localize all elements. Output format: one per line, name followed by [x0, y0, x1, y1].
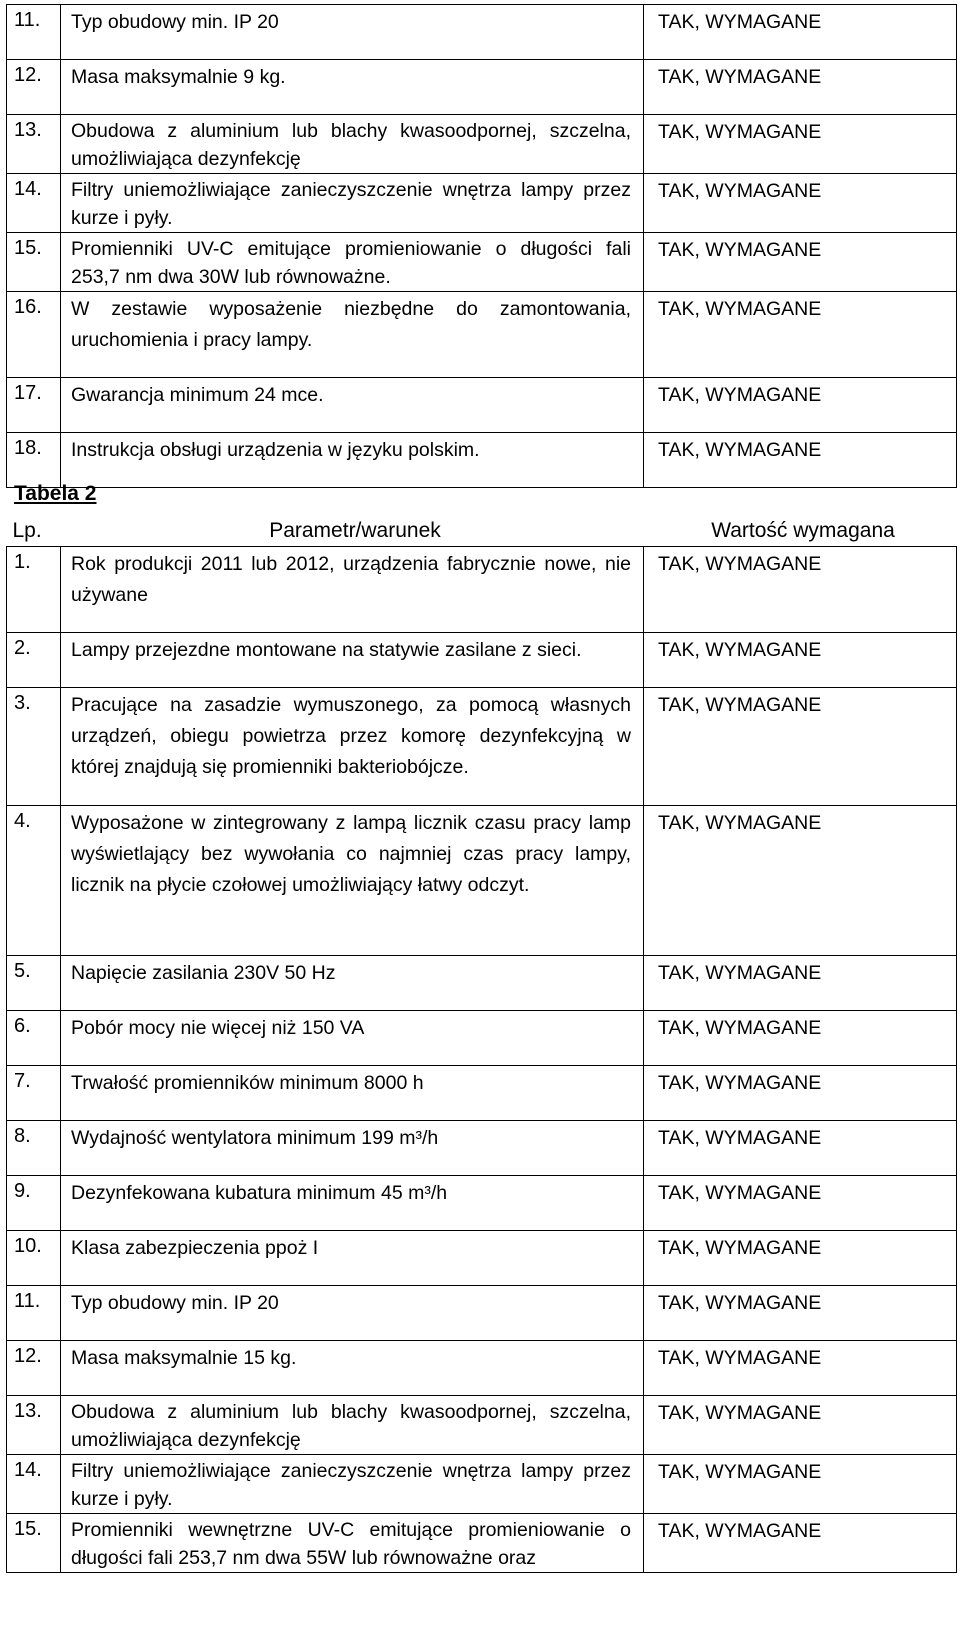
row-parameter: W zestawie wyposażenie niezbędne do zamontowania, uruchomienia i pracy lampy. [61, 292, 644, 378]
table-row [7, 233, 957, 292]
row-number: 4. [7, 805, 61, 955]
table-row [7, 1230, 957, 1285]
row-parameter: Rok produkcji 2011 lub 2012, urządzenia fabrycznie nowe, nie używane [61, 546, 644, 632]
row-number: 2. [7, 632, 61, 687]
table-row [7, 1065, 957, 1120]
row-parameter: Lampy przejezdne montowane na statywie zasilane z sieci. [61, 632, 644, 687]
row-number: 7. [7, 1065, 61, 1120]
row-value: TAK, WYMAGANE [644, 174, 957, 233]
row-parameter: Wyposażone w zintegrowany z lampą licznik czasu pracy lamp wyświetlający bez wywołania co najmniej czas pracy lampy, licznik na płycie czołowej umożliwiający łatwy odczyt. [61, 805, 644, 955]
table-row [7, 115, 957, 174]
row-parameter: Masa maksymalnie 9 kg. [61, 60, 644, 115]
table-caption: Tabela 2 [14, 482, 97, 505]
row-number: 17. [7, 378, 61, 433]
row-parameter: Masa maksymalnie 15 kg. [61, 1340, 644, 1395]
row-value: TAK, WYMAGANE [644, 632, 957, 687]
row-value: TAK, WYMAGANE [644, 687, 957, 805]
table-row [7, 292, 957, 378]
table-row [7, 378, 957, 433]
row-parameter: Instrukcja obsługi urządzenia w języku polskim. [61, 433, 644, 488]
table-row [7, 1395, 957, 1454]
row-value: TAK, WYMAGANE [644, 1285, 957, 1340]
row-value: TAK, WYMAGANE [644, 1340, 957, 1395]
row-parameter: Dezynfekowana kubatura minimum 45 m³/h [61, 1175, 644, 1230]
table-row [7, 955, 957, 1010]
row-parameter: Pracujące na zasadzie wymuszonego, za pomocą własnych urządzeń, obiegu powietrza przez komorę dezynfekcyjną w której znajdują się promienniki bakteriobójcze. [61, 687, 644, 805]
row-parameter: Filtry uniemożliwiające zanieczyszczenie wnętrza lampy przez kurze i pyły. [61, 174, 644, 233]
header-value: Wartość wymagana [644, 516, 957, 546]
row-number: 13. [7, 115, 61, 174]
row-number: 11. [7, 5, 61, 60]
row-number: 14. [7, 174, 61, 233]
row-number: 14. [7, 1454, 61, 1513]
row-value: TAK, WYMAGANE [644, 1513, 957, 1572]
table-row [7, 546, 957, 632]
row-value: TAK, WYMAGANE [644, 115, 957, 174]
row-number: 5. [7, 955, 61, 1010]
row-number: 15. [7, 1513, 61, 1572]
row-number: 9. [7, 1175, 61, 1230]
row-number: 3. [7, 687, 61, 805]
table-row [7, 1120, 957, 1175]
table-row [7, 1340, 957, 1395]
table-row [7, 1513, 957, 1572]
row-number: 12. [7, 1340, 61, 1395]
row-value: TAK, WYMAGANE [644, 378, 957, 433]
row-parameter: Wydajność wentylatora minimum 199 m³/h [61, 1120, 644, 1175]
table-row [7, 1175, 957, 1230]
table-row [7, 1010, 957, 1065]
row-number: 11. [7, 1285, 61, 1340]
row-parameter: Pobór mocy nie więcej niż 150 VA [61, 1010, 644, 1065]
table-row [7, 687, 957, 805]
row-parameter: Klasa zabezpieczenia ppoż I [61, 1230, 644, 1285]
row-number: 15. [7, 233, 61, 292]
row-number: 10. [7, 1230, 61, 1285]
row-parameter: Obudowa z aluminium lub blachy kwasoodpornej, szczelna, umożliwiająca dezynfekcję [61, 1395, 644, 1454]
table-row [7, 1454, 957, 1513]
header-parameter: Parametr/warunek [61, 516, 644, 546]
row-value: TAK, WYMAGANE [644, 60, 957, 115]
requirements-table-2 [6, 516, 957, 1573]
row-parameter: Typ obudowy min. IP 20 [61, 5, 644, 60]
row-parameter: Napięcie zasilania 230V 50 Hz [61, 955, 644, 1010]
row-value: TAK, WYMAGANE [644, 1454, 957, 1513]
row-value: TAK, WYMAGANE [644, 805, 957, 955]
row-value: TAK, WYMAGANE [644, 292, 957, 378]
table-row [7, 60, 957, 115]
row-parameter: Trwałość promienników minimum 8000 h [61, 1065, 644, 1120]
row-value: TAK, WYMAGANE [644, 1395, 957, 1454]
row-number: 6. [7, 1010, 61, 1065]
row-value: TAK, WYMAGANE [644, 5, 957, 60]
row-value: TAK, WYMAGANE [644, 1175, 957, 1230]
table-row [7, 5, 957, 60]
table-row [7, 1285, 957, 1340]
requirements-table-1 [6, 4, 957, 488]
row-value: TAK, WYMAGANE [644, 233, 957, 292]
row-parameter: Gwarancja minimum 24 mce. [61, 378, 644, 433]
row-parameter: Typ obudowy min. IP 20 [61, 1285, 644, 1340]
table-header-row [7, 516, 957, 546]
row-number: 18. [7, 433, 61, 488]
row-value: TAK, WYMAGANE [644, 1230, 957, 1285]
row-number: 16. [7, 292, 61, 378]
row-number: 8. [7, 1120, 61, 1175]
row-value: TAK, WYMAGANE [644, 1010, 957, 1065]
table-row [7, 805, 957, 955]
row-value: TAK, WYMAGANE [644, 1065, 957, 1120]
row-value: TAK, WYMAGANE [644, 433, 957, 488]
row-value: TAK, WYMAGANE [644, 955, 957, 1010]
header-lp: Lp. [7, 516, 61, 546]
row-value: TAK, WYMAGANE [644, 546, 957, 632]
table-row [7, 433, 957, 488]
row-number: 13. [7, 1395, 61, 1454]
table-row [7, 632, 957, 687]
row-parameter: Filtry uniemożliwiające zanieczyszczenie wnętrza lampy przez kurze i pyły. [61, 1454, 644, 1513]
row-parameter: Promienniki wewnętrzne UV-C emitujące promieniowanie o długości fali 253,7 nm dwa 55W lub równoważne oraz [61, 1513, 644, 1572]
row-parameter: Promienniki UV-C emitujące promieniowanie o długości fali 253,7 nm dwa 30W lub równoważne. [61, 233, 644, 292]
row-number: 1. [7, 546, 61, 632]
table-row [7, 174, 957, 233]
row-parameter: Obudowa z aluminium lub blachy kwasoodpornej, szczelna, umożliwiająca dezynfekcję [61, 115, 644, 174]
row-value: TAK, WYMAGANE [644, 1120, 957, 1175]
row-number: 12. [7, 60, 61, 115]
